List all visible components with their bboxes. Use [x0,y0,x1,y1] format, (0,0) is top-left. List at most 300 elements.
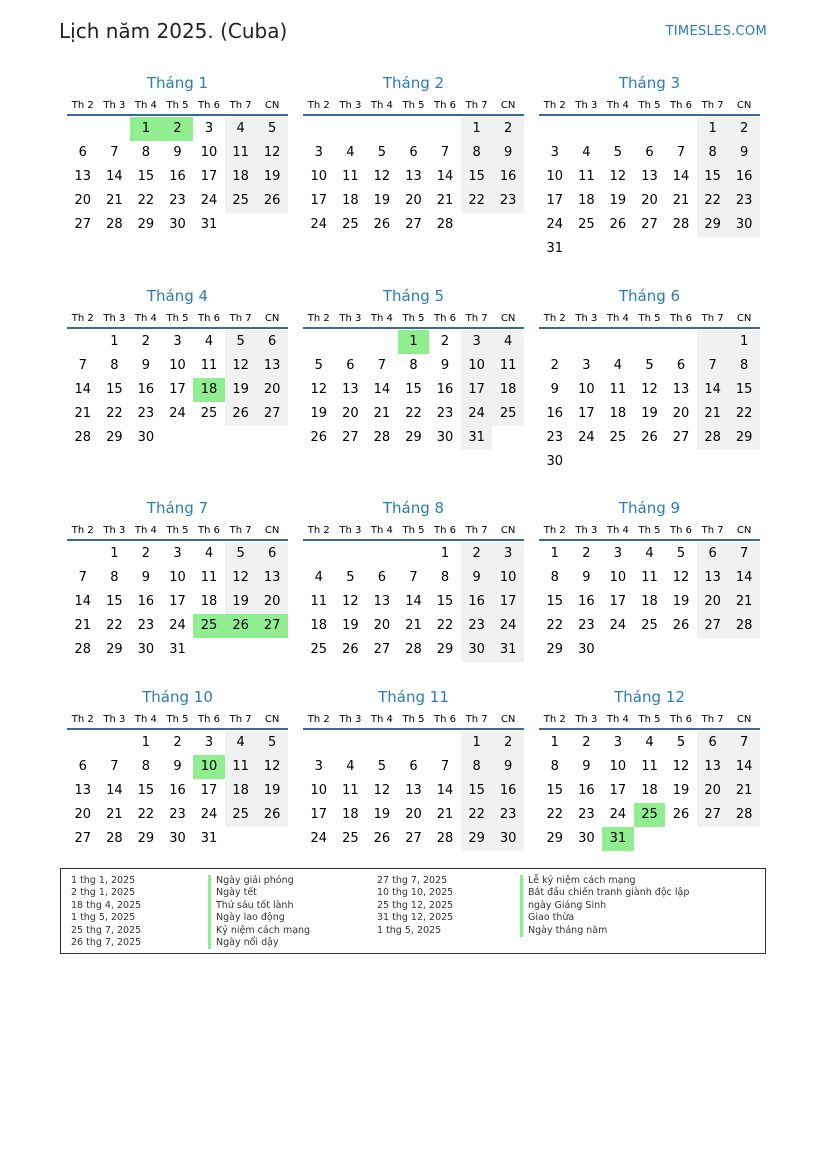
day-cell: 5 [256,117,288,141]
day-cell: 9 [492,755,524,779]
legend-holiday-name: Thứ sáu tốt lành [208,900,310,912]
weekday-label: Th 3 [103,525,126,536]
day-cell: 12 [310,382,328,397]
day-cell: 26 [672,618,690,633]
day-cell: 20 [405,193,422,208]
day-cell: 27 [256,402,288,426]
weekday-label: Th 5 [402,313,425,324]
weekday-label: Th 7 [229,100,252,111]
day-cell: 10 [169,570,186,585]
day-cell: 14 [106,783,123,798]
day-cell: 24 [609,618,627,633]
empty-day-cell [634,330,666,354]
day-cell: 6 [645,145,654,160]
empty-day-cell [571,330,603,354]
day-cell: 10 [609,570,627,585]
day-cell: 28 [697,426,729,450]
day-cell: 6 [377,570,387,585]
weekday-label: Th 6 [198,525,221,536]
day-cell: 23 [169,193,186,208]
day-cell: 11 [310,594,328,609]
day-cell: 24 [609,807,627,822]
day-cell: 6 [78,759,87,774]
day-cell: 7 [697,354,729,378]
day-cell: 22 [106,406,123,421]
weekday-header [303,98,524,116]
empty-day-cell [665,330,697,354]
weekday-label: Th 7 [701,525,724,536]
day-cell: 23 [578,618,595,633]
day-cell: 10 [578,382,595,397]
day-cell: 1 [461,117,493,141]
empty-day-cell [398,117,430,141]
day-cell: 17 [609,594,627,609]
day-cell: 20 [405,807,422,822]
day-cell: 3 [173,334,182,349]
day-cell: 6 [409,759,418,774]
day-cell: 12 [609,169,627,184]
day-cell: 14 [373,382,391,397]
legend-date: 25 thg 7, 2025 [71,924,142,936]
day-cell: 2 [141,334,151,349]
day-cell: 19 [225,590,257,614]
month-block [539,73,760,261]
day-cell: 6 [256,542,288,566]
month-title: Tháng 7 [146,499,209,517]
weekday-label: CN [500,525,516,536]
day-cell: 15 [546,594,564,609]
day-cell: 4 [204,334,214,349]
day-cell: 6 [346,358,355,373]
day-cell: 21 [728,779,760,803]
day-cell: 23 [546,430,564,445]
weekday-header [539,311,760,329]
day-cell: 4 [645,735,654,750]
day-cell: 21 [728,590,760,614]
day-cell: 10 [169,358,186,373]
day-cell: 30 [578,642,595,657]
day-cell: 17 [169,594,186,609]
day-cell: 17 [461,378,493,402]
day-cell: 24 [200,807,218,822]
empty-day-cell [303,117,335,141]
legend-date: 26 thg 7, 2025 [71,937,142,949]
weekday-label: Th 5 [166,100,189,111]
day-cell: 27 [697,803,729,827]
month-title: Tháng 9 [618,499,681,517]
weekday-label: CN [500,100,516,111]
day-cell: 20 [342,406,359,421]
legend-holiday-name: Giao thừa [520,912,689,924]
day-cell: 7 [728,731,760,755]
holiday-day-cell: 25 [634,803,666,827]
day-cell: 18 [609,406,627,421]
day-cell: 4 [225,117,257,141]
empty-day-cell [366,542,398,566]
day-cell: 1 [141,735,151,750]
day-cell: 25 [609,430,627,445]
weekday-label: Th 3 [103,100,126,111]
day-cell: 1 [461,731,493,755]
day-cell: 14 [436,169,454,184]
day-cell: 15 [546,783,564,798]
day-cell: 24 [310,831,328,846]
day-cell: 10 [461,354,493,378]
day-cell: 28 [74,642,92,657]
day-cell: 27 [342,430,359,445]
day-cell: 24 [546,217,564,232]
day-cell: 18 [641,783,658,798]
day-cell: 5 [225,542,257,566]
day-cell: 29 [546,831,564,846]
day-cell: 22 [436,618,454,633]
weekday-label: Th 2 [543,525,566,536]
day-cell: 13 [405,783,422,798]
month-title: Tháng 5 [382,287,445,305]
day-cell: 1 [550,735,559,750]
day-cell: 30 [169,217,186,232]
day-cell: 7 [728,542,760,566]
day-cell: 21 [436,193,454,208]
day-cell: 3 [461,330,493,354]
day-cell: 29 [546,642,564,657]
day-cell: 10 [546,169,564,184]
day-cell: 28 [373,430,391,445]
day-cell: 16 [461,590,493,614]
holiday-day-cell: 31 [602,827,634,851]
day-cell: 31 [200,831,218,846]
weekday-label: Th 3 [339,714,362,725]
day-cell: 24 [461,402,493,426]
day-cell: 25 [641,618,658,633]
day-cell: 2 [173,735,182,750]
weekday-label: CN [736,714,752,725]
weekday-label: Th 6 [670,100,693,111]
day-cell: 26 [225,402,257,426]
day-cell: 21 [373,406,391,421]
day-cell: 11 [578,169,595,184]
day-cell: 30 [436,430,454,445]
day-cell: 14 [697,378,729,402]
empty-day-cell [366,117,398,141]
day-grid [67,541,288,662]
day-cell: 19 [373,807,391,822]
day-cell: 16 [578,594,595,609]
legend-holiday-name: Kỷ niệm cách mạng [208,925,310,937]
day-cell: 9 [141,570,151,585]
day-cell: 28 [672,217,690,232]
day-cell: 4 [346,145,355,160]
month-title: Tháng 2 [382,74,445,92]
weekday-label: CN [736,313,752,324]
weekday-label: Th 3 [339,100,362,111]
day-cell: 16 [546,406,564,421]
day-cell: 10 [200,145,218,160]
day-cell: 5 [225,330,257,354]
day-cell: 12 [342,594,359,609]
day-cell: 17 [310,807,328,822]
weekday-label: Th 2 [307,100,330,111]
day-cell: 16 [492,779,524,803]
empty-day-cell [366,731,398,755]
weekday-label: Th 5 [638,525,661,536]
day-cell: 18 [342,193,359,208]
day-cell: 2 [461,542,493,566]
empty-day-cell [398,731,430,755]
day-cell: 14 [728,566,760,590]
day-cell: 23 [728,189,760,213]
day-cell: 26 [310,430,328,445]
day-cell: 26 [373,217,391,232]
day-cell: 26 [256,189,288,213]
day-cell: 8 [461,141,493,165]
day-cell: 20 [373,618,391,633]
day-cell: 15 [405,382,422,397]
day-cell: 12 [641,382,658,397]
day-grid [303,116,524,237]
day-cell: 28 [74,430,92,445]
month-block [539,687,760,851]
empty-day-cell [429,731,461,755]
day-cell: 10 [310,783,328,798]
empty-day-cell [67,731,99,755]
empty-day-cell [67,542,99,566]
day-cell: 27 [405,217,422,232]
day-cell: 22 [697,189,729,213]
day-cell: 30 [492,827,524,851]
empty-day-cell [303,330,335,354]
day-cell: 6 [676,358,686,373]
day-cell: 20 [672,406,690,421]
weekday-header [67,523,288,541]
day-cell: 27 [373,642,391,657]
day-cell: 13 [256,354,288,378]
day-cell: 24 [578,430,595,445]
day-cell: 28 [728,614,760,638]
day-grid [303,541,524,662]
day-cell: 18 [225,779,257,803]
weekday-label: Th 6 [434,100,457,111]
weekday-label: Th 6 [434,313,457,324]
legend-holiday-name: Ngày nổi dậy [208,937,310,949]
day-cell: 4 [204,546,214,561]
day-cell: 25 [342,217,359,232]
legend-date: 18 thg 4, 2025 [71,899,142,911]
day-cell: 20 [74,807,92,822]
weekday-label: CN [264,525,280,536]
day-cell: 1 [550,546,559,561]
day-cell: 19 [672,783,690,798]
weekday-label: Th 6 [434,525,457,536]
weekday-header [67,712,288,730]
day-cell: 4 [225,731,257,755]
day-cell: 12 [672,570,690,585]
weekday-header [539,523,760,541]
day-cell: 8 [728,354,760,378]
day-cell: 15 [461,779,493,803]
weekday-label: Th 2 [71,714,94,725]
day-cell: 1 [440,546,450,561]
day-cell: 18 [200,594,218,609]
weekday-label: Th 6 [670,313,693,324]
day-cell: 10 [310,169,328,184]
day-cell: 8 [440,570,450,585]
day-cell: 29 [436,642,454,657]
day-cell: 26 [672,807,690,822]
day-cell: 7 [440,145,450,160]
day-cell: 14 [436,783,454,798]
day-cell: 11 [342,169,359,184]
day-cell: 13 [74,783,92,798]
day-cell: 12 [373,169,391,184]
weekday-label: Th 7 [465,100,488,111]
day-cell: 30 [728,213,760,237]
day-cell: 15 [137,783,155,798]
day-grid [67,730,288,851]
weekday-label: Th 4 [606,525,629,536]
day-cell: 23 [578,807,595,822]
day-cell: 15 [106,382,123,397]
day-cell: 12 [256,755,288,779]
month-title: Tháng 4 [146,287,209,305]
weekday-label: Th 3 [575,714,598,725]
day-cell: 31 [461,426,493,450]
day-cell: 4 [314,570,323,585]
day-grid [539,541,760,662]
day-cell: 11 [492,354,524,378]
weekday-label: Th 2 [71,525,94,536]
day-cell: 16 [492,165,524,189]
legend-date: 1 thg 5, 2025 [71,912,136,924]
day-cell: 18 [641,594,658,609]
weekday-label: CN [264,313,280,324]
weekday-label: Th 7 [701,313,724,324]
legend-date: 1 thg 1, 2025 [71,875,136,886]
weekday-label: Th 2 [543,100,566,111]
day-cell: 19 [310,406,328,421]
day-cell: 3 [173,546,182,561]
day-cell: 28 [106,217,123,232]
day-cell: 13 [697,755,729,779]
weekday-label: Th 3 [575,313,598,324]
day-cell: 25 [310,642,328,657]
day-cell: 1 [697,117,729,141]
month-block [539,498,760,662]
day-cell: 27 [672,430,690,445]
weekday-label: Th 4 [370,714,393,725]
day-cell: 2 [141,546,151,561]
day-cell: 1 [728,330,760,354]
day-cell: 17 [546,193,564,208]
holiday-day-cell: 18 [193,378,225,402]
weekday-label: Th 4 [370,313,393,324]
day-cell: 3 [204,121,214,136]
day-cell: 9 [440,358,450,373]
weekday-label: Th 7 [229,714,252,725]
weekday-label: Th 2 [543,313,566,324]
weekday-label: Th 6 [670,714,693,725]
weekday-label: Th 3 [103,313,126,324]
legend-date: 27 thg 7, 2025 [377,875,448,886]
month-title: Tháng 11 [378,688,449,706]
month-title: Tháng 1 [146,74,209,92]
day-cell: 30 [578,831,595,846]
weekday-header [303,712,524,730]
day-cell: 19 [373,193,391,208]
weekday-label: CN [264,100,280,111]
empty-day-cell [303,731,335,755]
day-cell: 8 [550,570,559,585]
day-cell: 3 [314,759,323,774]
day-cell: 13 [256,566,288,590]
day-cell: 18 [492,378,524,402]
legend-holiday-name: ngày Giáng Sinh [520,900,689,912]
empty-day-cell [665,117,697,141]
weekday-label: Th 5 [166,714,189,725]
weekday-header [539,712,760,730]
day-cell: 15 [697,165,729,189]
day-cell: 17 [609,783,627,798]
weekday-label: Th 4 [606,313,629,324]
day-cell: 28 [106,831,123,846]
day-cell: 23 [492,803,524,827]
page-title: Lịch năm 2025. (Cuba) [59,19,288,43]
day-cell: 14 [74,382,92,397]
day-cell: 15 [137,169,155,184]
day-cell: 6 [256,330,288,354]
day-cell: 24 [492,614,524,638]
month-block [67,73,288,237]
empty-day-cell [366,330,398,354]
holiday-day-cell: 27 [256,614,288,638]
day-grid [67,116,288,237]
day-cell: 8 [141,759,151,774]
legend-holiday-name: Lễ kỷ niệm cách mạng [520,875,689,887]
site-link[interactable]: TIMESLES.COM [665,24,767,39]
day-cell: 12 [256,141,288,165]
month-block [67,286,288,450]
day-cell: 9 [492,141,524,165]
day-cell: 6 [697,542,729,566]
day-cell: 22 [461,189,493,213]
day-cell: 8 [409,358,418,373]
day-cell: 10 [609,759,627,774]
day-cell: 8 [110,358,119,373]
empty-day-cell [99,731,131,755]
day-cell: 25 [492,402,524,426]
weekday-header [67,98,288,116]
empty-day-cell [67,117,99,141]
day-cell: 25 [225,803,257,827]
day-cell: 21 [672,193,690,208]
day-cell: 28 [728,803,760,827]
legend-holiday-name: Ngày lao động [208,912,310,924]
day-cell: 24 [169,618,186,633]
day-cell: 16 [169,169,186,184]
empty-day-cell [335,542,367,566]
day-cell: 27 [74,831,92,846]
weekday-header [303,523,524,541]
weekday-label: Th 4 [134,714,157,725]
day-cell: 22 [728,402,760,426]
day-cell: 2 [728,117,760,141]
empty-day-cell [697,330,729,354]
day-cell: 4 [346,759,355,774]
day-cell: 11 [609,382,627,397]
weekday-label: Th 7 [229,313,252,324]
day-cell: 7 [78,358,87,373]
day-cell: 19 [342,618,359,633]
